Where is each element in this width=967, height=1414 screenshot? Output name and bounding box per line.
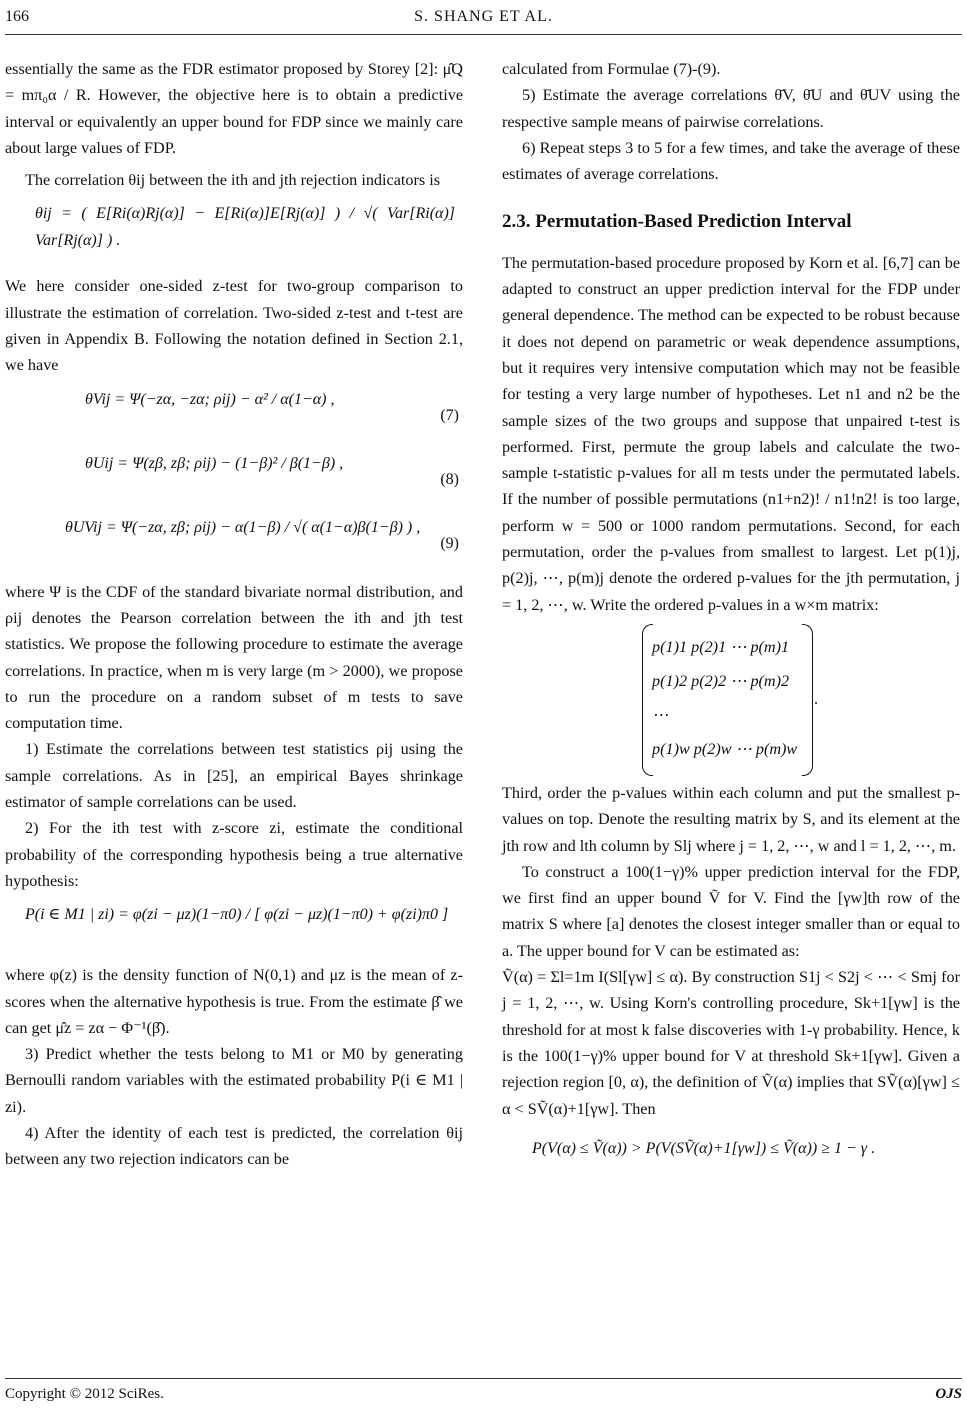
equation-7 — [5, 387, 463, 443]
equation-text: P(i ∈ M1 | zi) = φ(zi − μz)(1−π0) / [ φ(zi − μz)(1−π0) + φ(zi)π0 ] — [25, 906, 449, 924]
step-4: 4) After the identity of each test is predicted, the correlation θij between any two rejection indicators can be — [5, 1124, 463, 1169]
equation-text: P(V(α) ≤ Ṽ(α)) > P(V(SṼ(α)+1[γw]) ≤ Ṽ(α)) ≥ 1 − γ . — [532, 1139, 876, 1157]
step-5: 5) Estimate the average correlations θ̄V, θ̄U and θ̄UV using the respective sample means of pairwise correlations. — [502, 86, 960, 131]
page-number: 166 — [5, 8, 29, 25]
step-3: 3) Predict whether the tests belong to M1 or M0 by generating Bernoulli random variables with the estimated probability P(i ∈ M1 | zi). — [5, 1045, 463, 1116]
equation-correlation — [5, 201, 463, 265]
running-title: S. SHANG ET AL. — [414, 8, 553, 25]
section-heading: 2.3. Permutation-Based Prediction Interval — [502, 211, 852, 233]
footer-rule — [5, 1378, 962, 1379]
matrix-rows — [652, 630, 802, 766]
equation-probability — [5, 902, 463, 954]
equation-number: (9) — [440, 534, 459, 552]
step-1: 1) Estimate the correlations between test statistics ρij using the sample correlations. As in [25], an empirical Bayes shrinkage estimator of sample correlations can be used. — [5, 740, 463, 812]
paragraph: To construct a 100(1−γ)% upper prediction interval for the FDP, we first find an upper bound Ṽ for V. Find the [γw]th row of the matrix S where [a] denotes the closest integer smaller than or equal to a. The upper bound for V can be estimated as: — [502, 862, 960, 960]
step-6: 6) Repeat steps 3 to 5 for a few times, and take the average of these estimates of average correlations. — [502, 138, 960, 184]
paragraph: We here consider one-sided z-test for two-group comparison to illustrate the estimation of correlation. Two-sided z-test and t-test are given in Appendix B. Following the notation defined in Section 2.1, we have — [5, 277, 463, 375]
step-2: 2) For the ith test with z-score zi, estimate the conditional probability of the corresponding hypothesis being a true alternative hypothesis: — [5, 819, 463, 890]
header-rule — [5, 34, 962, 35]
paragraph: The correlation θij between the ith and jth rejection indicators is — [25, 171, 441, 190]
paragraph: The permutation-based procedure proposed by Korn et al. [6,7] can be adapted to construct an upper prediction interval for the FDP under general dependence. The method can be expected to be robust because it does not depend on parametric or weak dependence assumptions, but it requires very intensive computation which may not be feasible for testing a very large number of hypotheses. Let n1 and n2 be the sample sizes of the two groups and suppose that unpaired t-test is performed. First, permute the group labels and calculate the two-sample t-statistic p-values for all m tests under the permutated labels. If the number of possible permutations (n1+n2)! / n1!n2! is too large, perform w = 500 or 1000 random permutations. Second, for each permutation, order the p-values from smallest to largest. Let p(1)j, p(2)j, ⋯, p(m)j denote the ordered p-values for the jth permutation, j = 1, 2, ⋯, w. Write the ordered p-values in a w×m matrix: — [502, 253, 960, 614]
journal-name: OJS — [935, 1386, 962, 1402]
matrix-row: p(1)w p(2)w ⋯ p(m)w — [652, 739, 798, 758]
left-column — [5, 56, 463, 1173]
matrix-row: p(1)1 p(2)1 ⋯ p(m)1 — [652, 637, 790, 656]
paragraph: where φ(z) is the density function of N(0,1) and μz is the mean of z-scores when the alternative hypothesis is true. From the estimate β̂ we can get μ̂z = zα − Φ⁻¹(β̂). — [5, 966, 463, 1037]
equation-text: θUVij = Ψ(−zα, zβ; ρij) − α(1−β) / √( α(1−α)β(1−β) ) , — [65, 518, 421, 536]
copyright: Copyright © 2012 SciRes. — [5, 1386, 164, 1402]
equation-9 — [5, 515, 463, 571]
paragraph: calculated from Formulae (7)-(9). — [502, 60, 721, 78]
equation-text: θij = ( E[Ri(α)Rj(α)] − E[Ri(α)]E[Rj(α)] ) / √( Var[Ri(α)] Var[Rj(α)] ) . — [35, 205, 455, 249]
paragraph: Ṽ(α) = Σl=1m I(Sl[γw] ≤ α). By construction S1j < S2j < ⋯ < Smj for j = 1, 2, ⋯, w. Using Korn's controlling procedure, Sk+1[γw] is the threshold for at most k false discoveries with 1-γ probability. Hence, k is the 100(1−γ)% upper bound for V at threshold Sk+1[γw]. Given a rejection region [0, α), the definition of Ṽ(α) implies that SṼ(α)[γw] ≤ α < SṼ(α)+1[γw]. Then — [502, 968, 960, 1118]
equation-text: θVij = Ψ(−zα, −zα; ρij) − α² / α(1−α) , — [85, 390, 335, 408]
matrix-row: p(1)2 p(2)2 ⋯ p(m)2 — [652, 671, 790, 690]
equation-number: (8) — [440, 470, 459, 488]
equation-number: (7) — [440, 406, 459, 424]
equation-final — [502, 1136, 960, 1176]
p-value-matrix — [502, 624, 960, 774]
equation-text: θUij = Ψ(zβ, zβ; ρij) − (1−β)² / β(1−β) , — [85, 454, 344, 472]
matrix-right-bracket — [802, 624, 813, 776]
matrix-row: ⋯ — [652, 705, 669, 724]
page-footer — [5, 1386, 962, 1406]
paragraph: where Ψ is the CDF of the standard bivariate normal distribution, and ρij denotes the Pearson correlation between the ith and jth test statistics. We propose the following procedure to estimate the average correlations. In practice, when m is very large (m > 2000), we propose to run the procedure on a random subset of m tests to save computation time. — [5, 582, 463, 733]
equation-8 — [5, 451, 463, 507]
paragraph: essentially the same as the FDR estimator proposed by Storey [2]: μ̂Q = mπ₀α / R. However, the objective here is to obtain a predictive interval or equivalently an upper bound for FDP since we mainly care about large values of FDP. — [5, 60, 463, 157]
matrix-period: . — [814, 689, 819, 708]
right-column — [502, 56, 960, 1184]
page-header — [0, 8, 967, 34]
paragraph: Third, order the p-values within each column and put the smallest p-values on top. Denote the resulting matrix by S, and its element at the jth row and lth column by Slj where j = 1, 2, ⋯, w and l = 1, 2, ⋯, m. — [502, 783, 960, 855]
